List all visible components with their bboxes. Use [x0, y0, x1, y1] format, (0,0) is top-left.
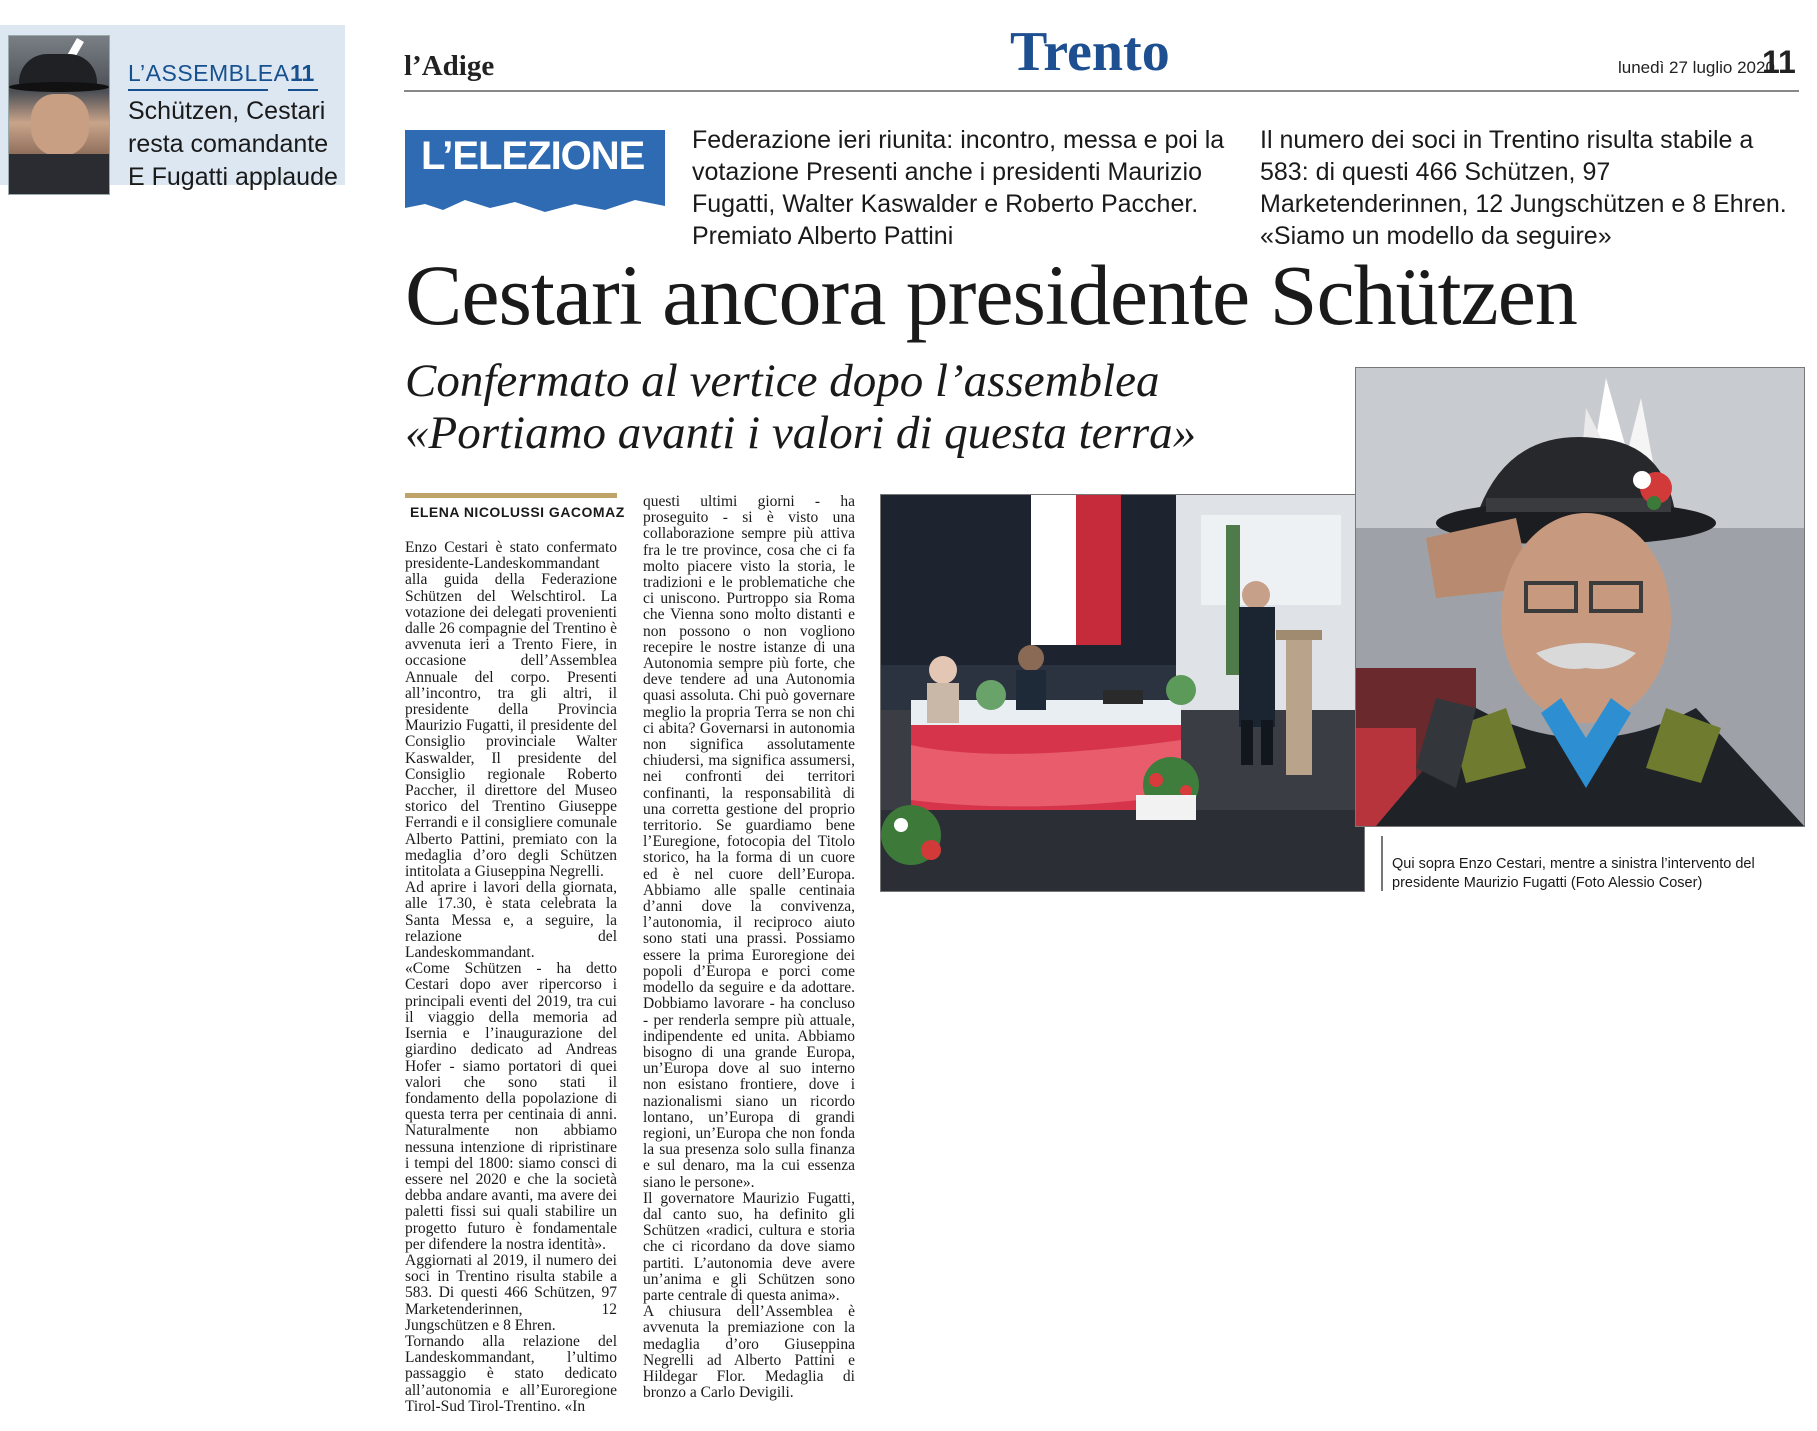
- event-illustration: [881, 495, 1364, 891]
- mountain-icon: [405, 194, 665, 222]
- article-column-2: questi ultimi giorni - ha proseguito - si è visto una collaborazione sempre più attiva fra le tre province, cosa che ci fa molto piacere visto la storia, le tradizioni e le problematiche che ci uniscono. Purtroppo sia Roma che Vienna sono molto distanti e non possono o non vogliono recepire le nostre istanze di una Autonomia sempre più forte, che deve tendere ad una Autonomia quasi assoluta. Chi può governare meglio la propria Terra se non chi ci abita? Governarsi in autonomia non significa assolutamente chiudersi, ma significa assumersi, nei confronti dei territori confinanti, la responsabilità di una corretta gestione del proprio territorio. Se guardiamo bene l’Euregione, fotocopia del Titolo storico, ha la forma di un cuore ed è nel cuore dell’Europa. Abbiamo alle spalle centinaia d’anni dove la convivenza, l’autonomia, il reciproco aiuto sono stati una prassi. Possiamo essere la prima Euroregione dei popoli d’Europa e porci come modello da seguire e da adottare. Dobbiamo lavorare - ha concluso - per renderla sempre più attuale, indipendente ed unita. Abbiamo bisogno di una grande Europa, un’Europa dove al suo interno non esistano frontiere, dove i nazionalismi siano un ricordo lontano, un’Europa di grandi regioni, un’Europa che non fonda la sua presenza solo sulla finanza e sul denaro, ma la cui essenza siano le persone». Il governatore Maurizio Fugatti, dal canto suo, ha definito gli Schützen «radici, cultura e storia che ci ricordano da dove siamo partiti. L’autonomia deve avere un’anima e gli Schützen sono parte centrale di questa anima». A chiusura dell’Assemblea è avvenuta la premiazione con la medaglia d’oro Giuseppina Negrelli ad Alberto Pattini e Hildegar Flor. Medaglia di bronzo a Carlo Devigili.: [643, 493, 855, 1402]
- page-number: 11: [1762, 44, 1796, 80]
- teaser-kicker: L’ASSEMBLEA: [128, 60, 290, 86]
- masthead-divider: [404, 90, 1799, 92]
- teaser-page-rule: [288, 89, 318, 91]
- banner-label: L’ELEZIONE: [421, 134, 645, 178]
- portrait-photo: [1355, 367, 1805, 827]
- subheadline: [405, 355, 1305, 459]
- byline: ELENA NICOLUSSI GACOMAZ: [410, 504, 625, 520]
- headline[interactable]: Cestari ancora presidente Schützen: [405, 247, 1577, 343]
- section-banner: [405, 130, 665, 222]
- teaser-page-number: 11: [290, 60, 315, 86]
- issue-date: lunedì 27 luglio 2020: [1618, 58, 1775, 77]
- teaser-title[interactable]: Schützen, Cestari resta comandante E Fugatti applaude: [128, 97, 338, 191]
- subhead-line-2: «Portiamo avanti i valori di questa terra»: [405, 407, 1197, 459]
- article-column-1: Enzo Cestari è stato confermato presidente-Landeskommandant alla guida della Federazione Schützen del Welschtirol. La votazione dei delegati provenienti dalle 26 compagnie del Trentino è avvenuta ieri a Trento Fiere, in occasione dell’Assemblea Annuale del corpo. Presenti all’incontro, tra gli altri, il presidente della Provincia Maurizio Fugatti, il presidente del Consiglio provinciale Walter Kaswalder, Il presidente del Consiglio regionale Roberto Paccher, il direttore del Museo storico del Trentino Giuseppe Ferrandi e il consigliere comunale Alberto Pattini, premiato con la medaglia d’oro degli Schützen intitolata a Giuseppina Negrelli. Ad aprire i lavori della giornata, alle 17.30, è stata celebrata la Santa Messa e, a seguire, la relazione del Landeskommandant. «Come Schützen - ha detto Cestari dopo aver ripercorso i principali eventi del 2019, tra cui il viaggio della memoria ad Isernia e l’inaugurazione del giardino dedicato ad Andreas Hofer - siamo portatori di quei valori che sono stati il fondamento della popolazione di questa terra per centinaia di anni. Naturalmente non abbiamo nessuna intenzione di ripristinare i tempi del 1800: siamo consci di essere nel 2020 e che la società debba andare avanti, ma avere dei paletti fissi sui quali stabilire un progetto futuro è fondamentale per difendere la nostra identità». Aggiornati al 2019, il numero dei soci in Trentino risulta stabile a 583. Di questi 466 Schützen, 97 Marketenderinnen, 12 Jungschützen e 8 Ehren. Tornando alla relazione del Landeskommandant, l’ultimo passaggio è stato dedicato all’autonomia e all’Euroregione Tirol-Sud Tirol-Trentino. «In: [405, 539, 617, 1415]
- deck-right: Il numero dei soci in Trentino risulta stabile a 583: di questi 466 Schützen, 97 Marketenderinnen, 12 Jungschützen e 8 Ehren. «Siamo un modello da seguire»: [1260, 126, 1787, 250]
- deck-left: Federazione ieri riunita: incontro, messa e poi la votazione Presenti anche i presidenti Maurizio Fugatti, Walter Kaswalder e Roberto Paccher. Premiato Alberto Pattini: [692, 126, 1225, 250]
- teaser-photo: [8, 35, 110, 195]
- teaser-box[interactable]: [0, 25, 345, 191]
- caption-rule: [1381, 836, 1383, 891]
- byline-rule: [405, 493, 617, 498]
- subhead-line-1: Confermato al vertice dopo l’assemblea: [405, 355, 1160, 407]
- event-photo: [880, 494, 1365, 892]
- portrait-illustration: [1356, 368, 1804, 826]
- section-city-title: Trento: [1010, 21, 1170, 83]
- newspaper-logo: l’Adige: [404, 50, 495, 82]
- photo-caption: Qui sopra Enzo Cestari, mentre a sinistra l’intervento del presidente Maurizio Fugatti (Foto Alessio Coser): [1392, 856, 1755, 891]
- teaser-kicker-rule: [128, 89, 268, 91]
